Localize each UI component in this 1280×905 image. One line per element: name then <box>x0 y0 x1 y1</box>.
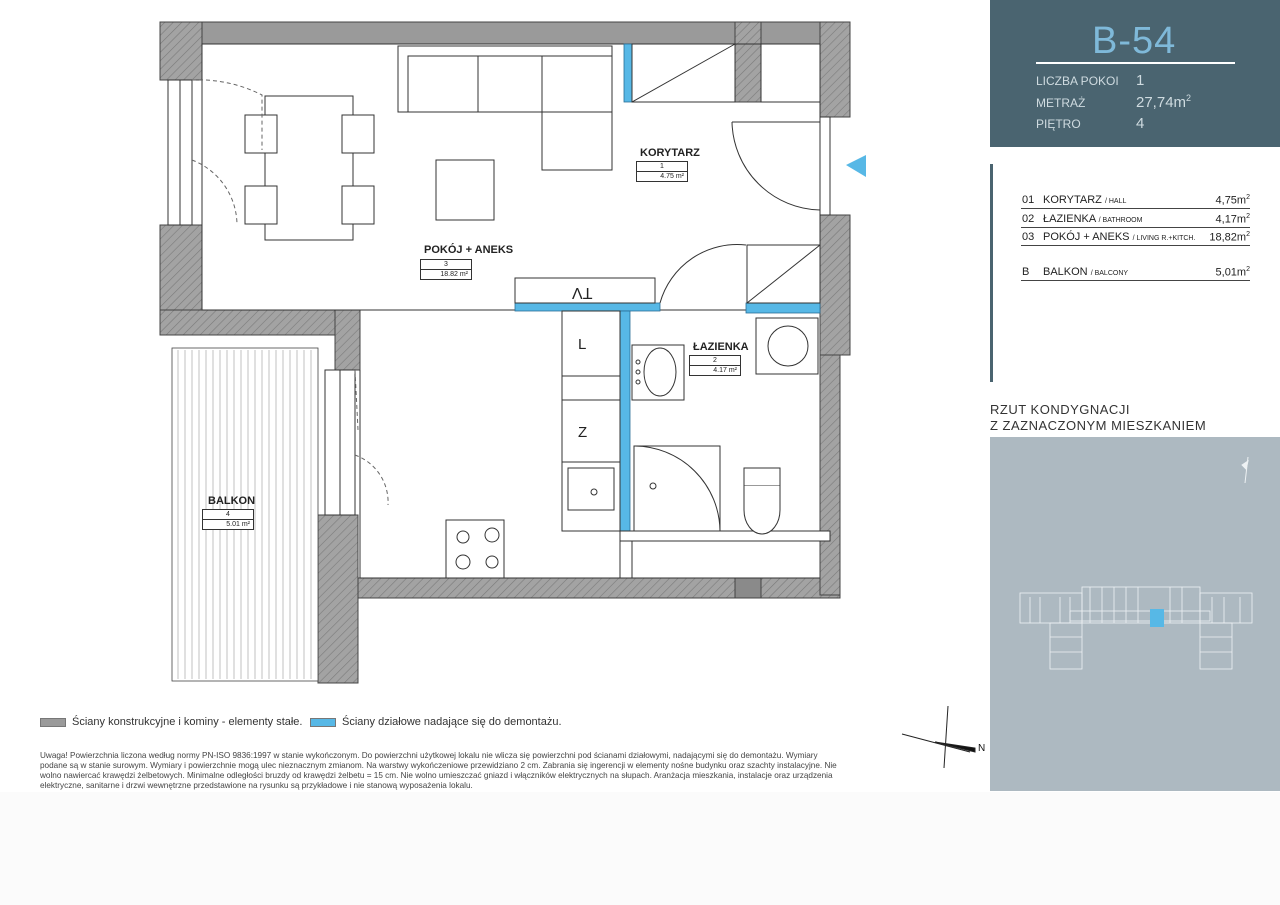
room-name-pl: ŁAZIENKA <box>1043 213 1096 225</box>
building-keyplan <box>990 437 1280 791</box>
room-area-value: 4,17m <box>1215 213 1247 226</box>
north-sign <box>902 706 975 768</box>
lazienka-num: 2 <box>690 356 740 366</box>
pokoj-area: 18.82 m² <box>440 271 468 278</box>
floor-plan-title-line2: Z ZAZNACZONYM MIESZKANIEM <box>990 418 1207 433</box>
room-area <box>1216 213 1250 226</box>
entrance-arrow <box>846 155 866 177</box>
label-lazienka: ŁAZIENKA <box>693 341 749 353</box>
label-balkon: BALKON <box>208 495 256 507</box>
room-row <box>1021 193 1250 209</box>
floor-plan-title <box>990 402 1206 434</box>
area-unit: 2 <box>1186 93 1192 103</box>
room-area <box>1209 231 1250 244</box>
dining-table <box>245 96 374 240</box>
floor-value: 4 <box>1136 115 1145 132</box>
entrance-door <box>732 117 830 215</box>
box-balkon <box>202 509 254 530</box>
room-area <box>1216 194 1250 207</box>
room-area-value: 5,01m <box>1215 266 1247 279</box>
room-name-en: / BATHROOM <box>1098 217 1143 224</box>
box-pokoj <box>420 259 472 280</box>
room-name <box>1043 231 1195 243</box>
kitchen-cabinet-b: Z <box>578 424 588 441</box>
room-area-sup: 2 <box>1246 231 1250 238</box>
coffee-table <box>436 160 494 220</box>
room-area <box>1216 266 1250 279</box>
room-code: B <box>1022 266 1030 278</box>
room-name-en: / BALCONY <box>1090 270 1129 277</box>
header-divider <box>1036 62 1235 64</box>
room-row <box>1021 212 1250 228</box>
balkon-area: 5.01 m² <box>226 521 250 528</box>
area-label: METRAŻ <box>1036 96 1086 110</box>
legend-partition <box>310 716 562 728</box>
room-name-pl: BALKON <box>1043 266 1088 278</box>
page-bottom-margin <box>0 792 1280 905</box>
room-row <box>1021 230 1250 246</box>
room-area-value: 4,75m <box>1215 194 1247 207</box>
rooms-value: 1 <box>1136 72 1145 89</box>
room-name <box>1043 194 1126 206</box>
box-lazienka <box>689 355 741 376</box>
keyplan-highlight <box>1150 609 1164 627</box>
keyplan-drawing <box>990 437 1280 791</box>
rooms-label: LICZBA POKOI <box>1036 74 1119 88</box>
room-name-pl: KORYTARZ <box>1043 194 1102 206</box>
room-name <box>1043 213 1142 225</box>
apartment-code: B-54 <box>1092 20 1177 62</box>
pokoj-num: 3 <box>421 260 471 270</box>
room-code: 01 <box>1022 194 1035 206</box>
legend-structural-text: Ściany konstrukcyjne i kominy - elementy stałe. <box>72 716 303 728</box>
swatch-partition <box>310 718 336 727</box>
kitchen-cabinet-a: L <box>578 336 587 353</box>
tv-label: TV <box>572 284 593 301</box>
balkon-num: 4 <box>203 510 253 520</box>
disclaimer-note: Uwaga! Powierzchnia liczona według normy PN-ISO 9836:1997 w stanie wykończonym. Do powierzchni użytkowej lokalu nie wlicza się powierzchni pod ścianami działowymi, nadającymi się do demontażu. Wymiary podane są w stanie surowym. Wymiary i powierzchnie mogą ulec nieznacznym zmianom. Na warstwy wykończeniowe przewidziano 2 cm. Zabrania się ingerencji w elementy nośne budynku oraz szachty instalacyjne. Nie wolno nawiercać krawędzi żelbetowych. Minimalne odległości bruzdy od krawędzi żelbetu = 15 cm. Nie wolno umieszczać gniazd i włączników elektrycznych na słupach. Aranżacja mieszkania, instalacje oraz urządzenia elektryczne, sanitarne i drzwi wewnętrzne przedstawione na rysunku są przykładowe i nie stanową wyposażenia lokalu. <box>40 751 837 790</box>
floor-plan-title-line1: RZUT KONDYGNACJI <box>990 402 1130 417</box>
room-row <box>1021 265 1250 281</box>
korytarz-num: 1 <box>637 162 687 172</box>
north-label: N <box>978 743 986 754</box>
floor-label: PIĘTRO <box>1036 117 1081 131</box>
label-pokoj: POKÓJ + ANEKS <box>424 244 514 256</box>
area-value <box>1136 93 1191 111</box>
room-code: 03 <box>1022 231 1035 243</box>
room-area-sup: 2 <box>1246 266 1250 273</box>
room-area-sup: 2 <box>1246 213 1250 220</box>
room-name-pl: POKÓJ + ANEKS <box>1043 231 1130 243</box>
korytarz-area: 4.75 m² <box>660 173 684 180</box>
legend-partition-text: Ściany działowe nadające się do demontażu. <box>342 716 562 728</box>
room-area-sup: 2 <box>1246 194 1250 201</box>
room-name <box>1043 266 1128 278</box>
room-area-value: 18,82m <box>1209 231 1247 244</box>
box-korytarz <box>636 161 688 182</box>
sofa <box>398 46 612 170</box>
label-korytarz: KORYTARZ <box>640 147 700 159</box>
bathroom-door <box>660 244 746 303</box>
swatch-structural <box>40 718 66 727</box>
room-code: 02 <box>1022 213 1035 225</box>
table-side-bar <box>990 164 993 382</box>
lazienka-area: 4.17 m² <box>713 367 737 374</box>
legend-structural <box>40 716 302 728</box>
room-name-en: / LIVING R.+KITCH. <box>1132 235 1196 242</box>
area-value-text: 27,74m <box>1136 94 1187 111</box>
room-name-en: / HALL <box>1104 198 1127 205</box>
